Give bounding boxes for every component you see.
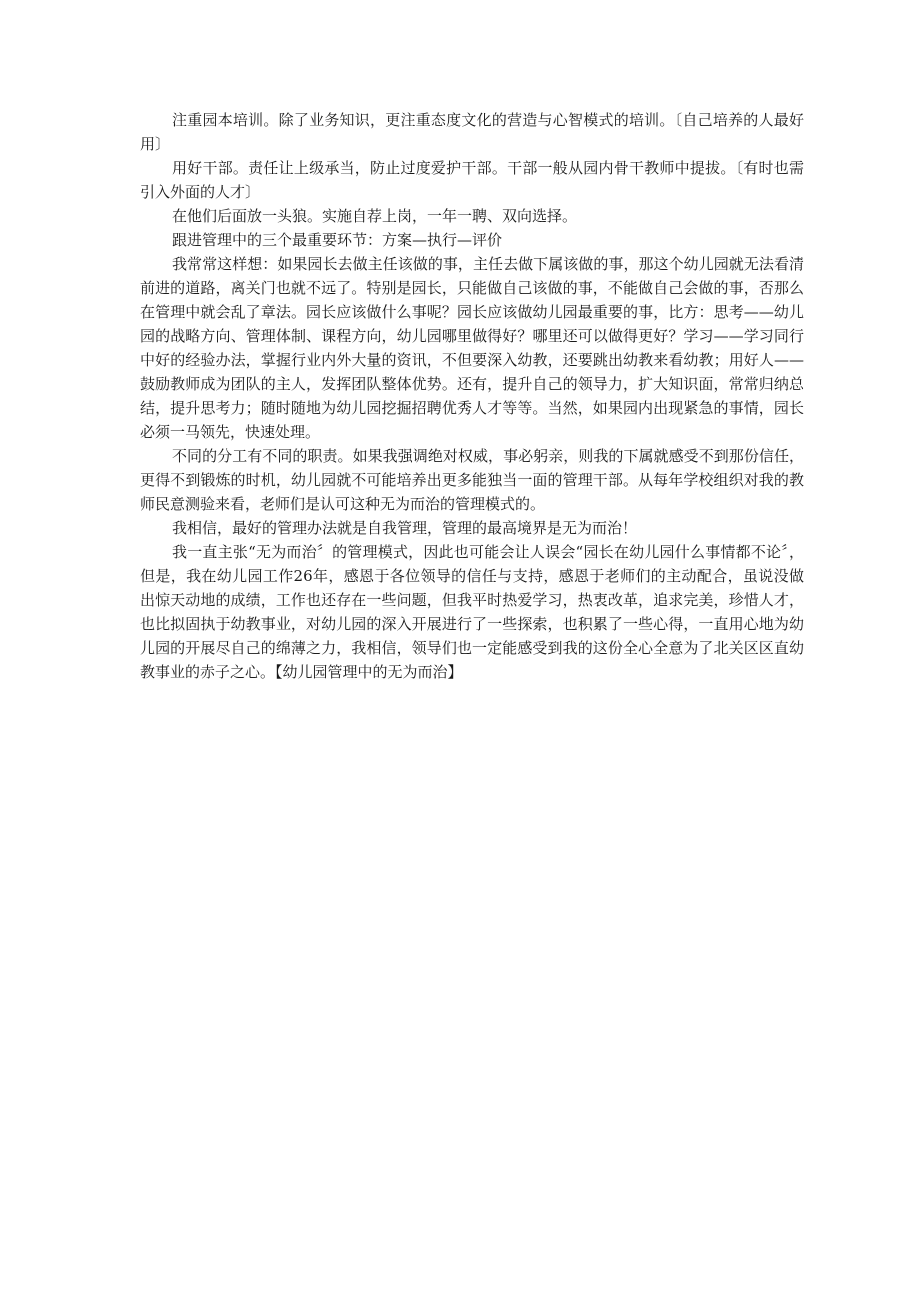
paragraph-cadres: 用好干部。责任让上级承当，防止过度爱护干部。干部一般从园内骨干教师中提拔。〔有时也需引入外面的人才〕	[140, 159, 804, 201]
paragraph-conclusion: 我一直主张“无为而治〞的管理模式，因此也可能会让人误会“园长在幼儿园什么事情都不论〞，但是，我在幼儿园工作26年，感恩于各位领导的信任与支持，感恩于老师们的主动配合，虽说没做出惊天动地的成绩，工作也还存在一些问题，但我平时热爱学习，热衷改革，追求完美，珍惜人才，也比拟固执于幼教事业，对幼儿园的深入开展进行了一些探索，也积累了一些心得，一直用心地为幼儿园的开展尽自己的绵薄之力，我相信，领导们也一定能感受到我的这份全心全意为了北关区区直幼教事业的赤子之心。【幼儿园管理中的无为而治】	[140, 543, 804, 681]
document-body	[140, 108, 804, 684]
paragraph-division-of-labor: 不同的分工有不同的职责。如果我强调绝对权威，事必躬亲，则我的下属就感受不到那份信任，更得不到锻炼的时机，幼儿园就不可能培养出更多能独当一面的管理干部。从每年学校组织对我的教师民意测验来看，老师们是认可这种无为而治的管理模式的。	[140, 447, 804, 513]
paragraph-principal-role: 我常常这样想：如果园长去做主任该做的事，主任去做下属该做的事，那这个幼儿园就无法看清前进的道路，离关门也就不远了。特别是园长，只能做自己该做的事，不能做自己会做的事，否那么在管理中就会乱了章法。园长应该做什么事呢？园长应该做幼儿园最重要的事，比方：思考——幼儿园的战略方向、管理体制、课程方向，幼儿园哪里做得好？哪里还可以做得更好？学习——学习同行中好的经验办法，掌握行业内外大量的资讯，不但要深入幼教，还要跳出幼教来看幼教；用好人——鼓励教师成为团队的主人，发挥团队整体优势。还有，提升自己的领导力，扩大知识面，常常归纳总结，提升思考力；随时随地为幼儿园挖掘招聘优秀人才等等。当然，如果园内出现紧急的事情，园长必须一马领先，快速处理。	[140, 255, 804, 441]
paragraph-wolf: 在他们后面放一头狼。实施自荐上岗，一年一聘、双向选择。	[172, 207, 578, 225]
paragraph-self-management: 我相信，最好的管理办法就是自我管理，管理的最高境界是无为而治！	[172, 519, 638, 537]
paragraph-training: 注重园本培训。除了业务知识，更注重态度文化的营造与心智模式的培训。〔自己培养的人最好用〕	[140, 111, 804, 153]
paragraph-three-links: 跟进管理中的三个最重要环节：方案—执行—评价	[172, 231, 503, 249]
